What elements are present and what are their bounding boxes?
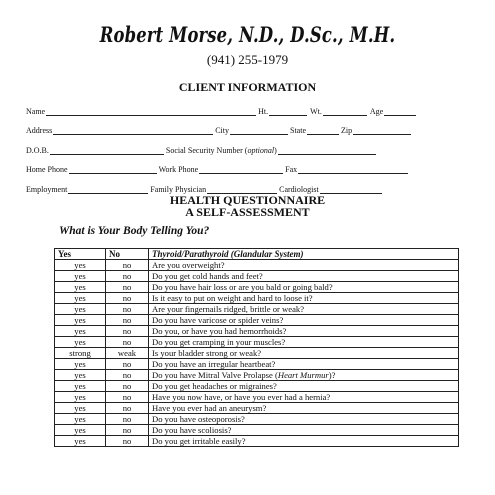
no-option[interactable]: no: [106, 359, 149, 370]
question-text: Do you have an irregular heartbeat?: [149, 359, 459, 370]
zip-label: Zip: [341, 126, 353, 135]
form-row-employment: [26, 174, 471, 194]
height-field[interactable]: [269, 107, 307, 116]
table-row: [55, 425, 459, 436]
question-text: Do you have Mitral Valve Prolapse (Heart Murmur)?: [149, 370, 459, 381]
question-text: Is it easy to put on weight and hard to loose it?: [149, 293, 459, 304]
state-label: State: [290, 126, 306, 135]
cardiologist-label: Cardiologist: [279, 184, 319, 194]
table-row: [55, 282, 459, 293]
table-header-row: [55, 249, 459, 260]
work-phone-field[interactable]: [199, 165, 283, 174]
table-row: [55, 260, 459, 271]
no-option[interactable]: no: [106, 403, 149, 414]
yes-option[interactable]: yes: [55, 315, 106, 326]
question-text: Are your fingernails ridged, brittle or weak?: [149, 304, 459, 315]
no-column-header: No: [106, 249, 149, 260]
yes-option[interactable]: strong: [55, 348, 106, 359]
weight-label: Wt.: [310, 106, 322, 116]
address-field[interactable]: [53, 126, 213, 135]
name-field[interactable]: [46, 107, 256, 116]
question-text: Do you get cramping in your muscles?: [149, 337, 459, 348]
zip-field[interactable]: [353, 126, 411, 135]
table-row: [55, 304, 459, 315]
work-phone-label: Work Phone: [158, 165, 199, 174]
yes-option[interactable]: yes: [55, 326, 106, 337]
table-row: [55, 348, 459, 359]
yes-option[interactable]: yes: [55, 337, 106, 348]
no-option[interactable]: no: [106, 315, 149, 326]
practitioner-phone: (941) 255-1979: [206, 52, 289, 67]
form-row-address: [26, 116, 471, 136]
table-row: [55, 392, 459, 403]
address-label: Address: [26, 126, 53, 135]
no-option[interactable]: no: [106, 370, 149, 381]
yes-option[interactable]: yes: [55, 271, 106, 282]
questionnaire-rows: [55, 260, 459, 447]
no-option[interactable]: no: [106, 425, 149, 436]
no-option[interactable]: no: [106, 282, 149, 293]
ssn-field[interactable]: [278, 146, 376, 155]
yes-option[interactable]: yes: [55, 359, 106, 370]
questionnaire-tagline: What is Your Body Telling You?: [59, 225, 210, 237]
question-text: Do you, or have you had hemorrhoids?: [149, 326, 459, 337]
age-label: Age: [369, 106, 384, 116]
home-phone-label: Home Phone: [26, 165, 68, 174]
yes-option[interactable]: yes: [55, 392, 106, 403]
table-row: [55, 403, 459, 414]
table-row: [55, 337, 459, 348]
section-header: Thyroid/Parathyroid (Glandular System): [149, 249, 459, 260]
yes-option[interactable]: yes: [55, 282, 106, 293]
no-option[interactable]: no: [106, 304, 149, 315]
form-row-name: [26, 96, 471, 116]
practitioner-name: Robert Morse, N.D., D.Sc., M.H.: [99, 22, 396, 47]
question-text: Do you have hair loss or are you bald or going bald?: [149, 282, 459, 293]
ssn-label: Social Security Number (optional): [165, 145, 277, 155]
height-label: Ht.: [258, 106, 269, 116]
home-phone-field[interactable]: [69, 165, 157, 174]
question-text: Do you get irritable easily?: [149, 436, 459, 447]
questionnaire-subtitle: A SELF-ASSESSMENT: [185, 205, 310, 219]
question-text: Have you now have, or have you ever had a hernia?: [149, 392, 459, 403]
table-row: [55, 315, 459, 326]
question-text: Do you have osteoporosis?: [149, 414, 459, 425]
client-information-form: [26, 96, 471, 194]
no-option[interactable]: no: [106, 337, 149, 348]
weight-field[interactable]: [323, 107, 367, 116]
table-row: [55, 326, 459, 337]
fax-label: Fax: [285, 165, 298, 174]
yes-option[interactable]: yes: [55, 425, 106, 436]
yes-option[interactable]: yes: [55, 260, 106, 271]
question-text: Are you overweight?: [149, 260, 459, 271]
form-row-phones: [26, 155, 471, 175]
dob-label: D.O.B.: [26, 145, 49, 155]
yes-option[interactable]: yes: [55, 381, 106, 392]
letterhead: [0, 22, 495, 67]
dob-field[interactable]: [50, 146, 164, 155]
table-row: [55, 414, 459, 425]
no-option[interactable]: no: [106, 414, 149, 425]
no-option[interactable]: no: [106, 326, 149, 337]
yes-option[interactable]: yes: [55, 403, 106, 414]
question-text: Is your bladder strong or weak?: [149, 348, 459, 359]
no-option[interactable]: no: [106, 271, 149, 282]
age-field[interactable]: [384, 107, 416, 116]
name-label: Name: [26, 106, 46, 116]
cardiologist-field[interactable]: [320, 185, 382, 194]
yes-option[interactable]: yes: [55, 293, 106, 304]
city-field[interactable]: [230, 126, 288, 135]
yes-option[interactable]: yes: [55, 370, 106, 381]
table-row: [55, 436, 459, 447]
no-option[interactable]: no: [106, 381, 149, 392]
yes-column-header: Yes: [55, 249, 106, 260]
question-text: Do you have varicose or spider veins?: [149, 315, 459, 326]
no-option[interactable]: no: [106, 260, 149, 271]
table-row: [55, 381, 459, 392]
yes-option[interactable]: yes: [55, 414, 106, 425]
question-text: Have you ever had an aneurysm?: [149, 403, 459, 414]
yes-option[interactable]: yes: [55, 436, 106, 447]
city-label: City: [215, 126, 229, 135]
question-text: Do you get headaches or migraines?: [149, 381, 459, 392]
client-information-title: CLIENT INFORMATION: [178, 80, 317, 94]
employment-label: Employment: [26, 184, 68, 194]
table-row: [55, 271, 459, 282]
no-option[interactable]: no: [106, 293, 149, 304]
no-option[interactable]: no: [106, 436, 149, 447]
fax-field[interactable]: [298, 165, 408, 174]
yes-option[interactable]: yes: [55, 304, 106, 315]
question-text: Do you have scoliosis?: [149, 425, 459, 436]
questionnaire-title: HEALTH QUESTIONNAIRE: [169, 193, 326, 207]
no-option[interactable]: no: [106, 392, 149, 403]
question-text: Do you get cold hands and feet?: [149, 271, 459, 282]
table-row: [55, 359, 459, 370]
family-physician-label: Family Physician: [150, 184, 207, 194]
form-row-dob: [26, 135, 471, 155]
table-row: [55, 293, 459, 304]
questionnaire-table: [54, 248, 459, 447]
table-row: [55, 370, 459, 381]
no-option[interactable]: weak: [106, 348, 149, 359]
state-field[interactable]: [307, 126, 339, 135]
employment-field[interactable]: [68, 185, 148, 194]
